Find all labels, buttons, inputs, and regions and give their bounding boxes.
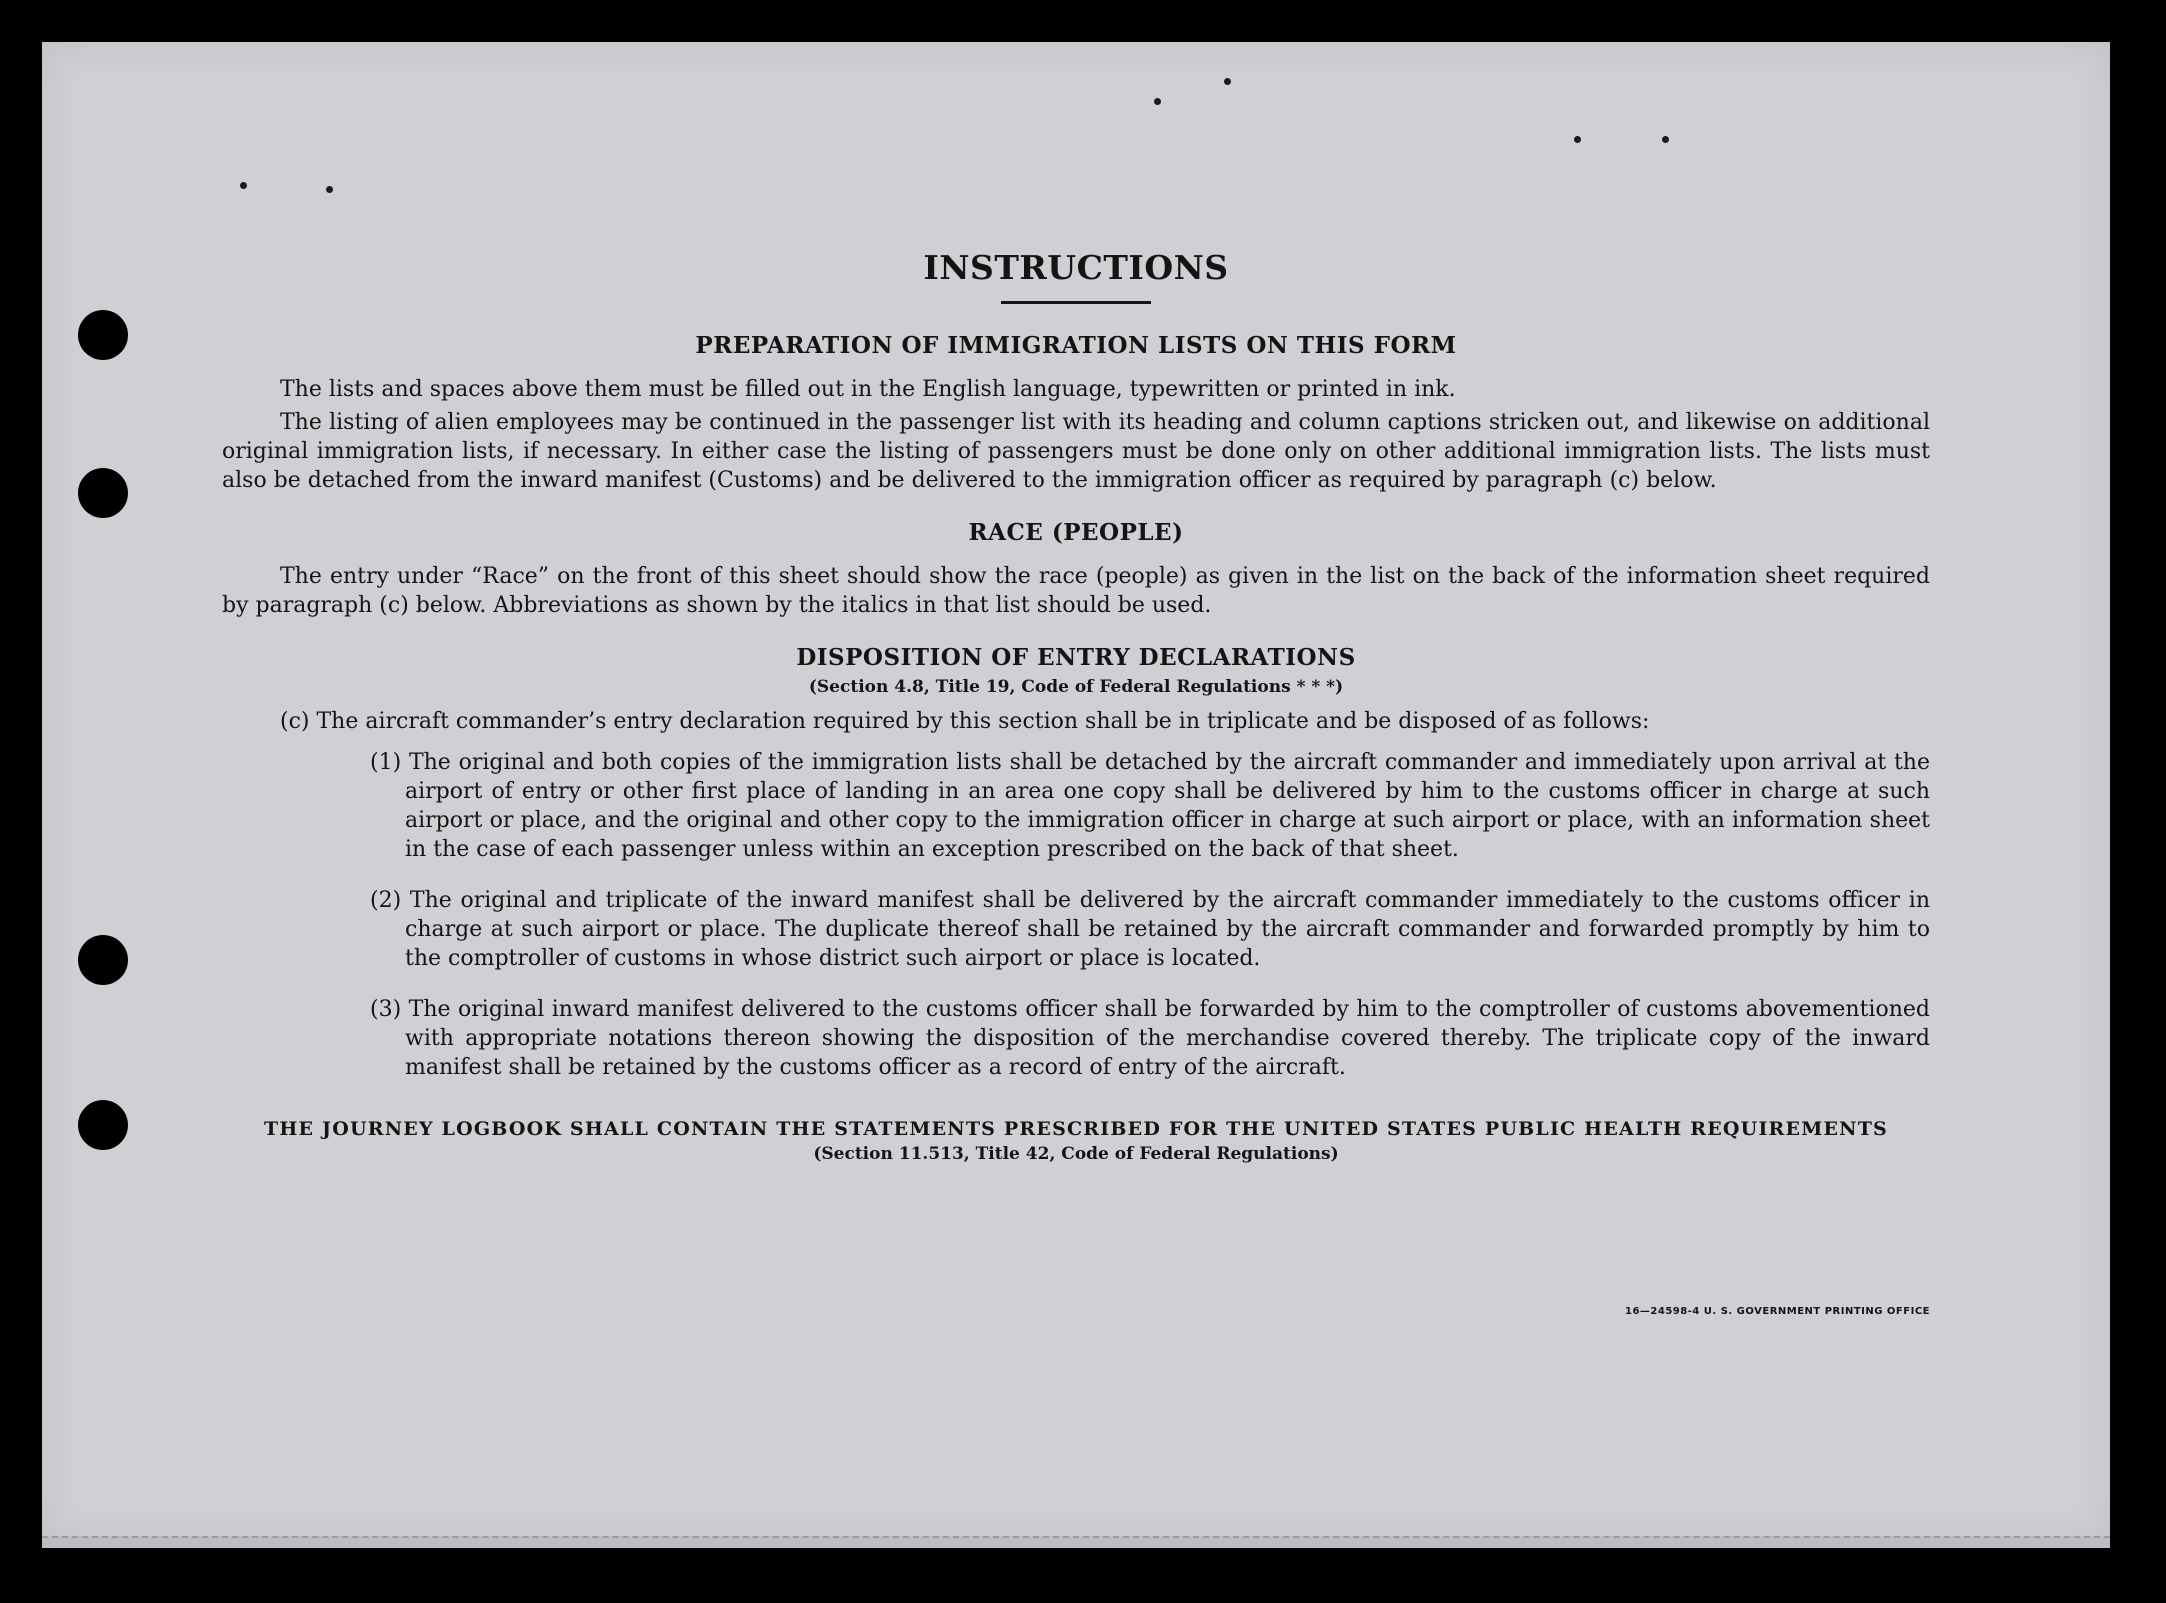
preparation-heading: PREPARATION OF IMMIGRATION LISTS ON THIS FORM — [695, 332, 1457, 359]
item-number: (3) — [370, 997, 402, 1022]
item-text: The original and triplicate of the inward manifest shall be delivered by the aircraft commander immediately to the customs officer in charge at such airport or place. The duplicate thereof shall be retained by the aircraft commander and forwarded promptly by him to the comptroller of customs in whose district such airport or place is located. — [405, 888, 1930, 971]
page-title: INSTRUCTIONS — [923, 248, 1229, 287]
item-text: The original inward manifest delivered to the customs officer shall be forwarded by him to the comptroller of customs abovementioned with appropriate notations thereon showing the disposition of the merchandise covered thereby. The triplicate copy of the inward manifest shall be retained by the customs officer as a record of entry of the aircraft. — [405, 997, 1930, 1080]
instructions-content — [222, 248, 1930, 1317]
punch-hole-1 — [78, 310, 128, 360]
speck-mark — [1154, 98, 1161, 105]
punch-hole-2 — [78, 468, 128, 518]
speck-mark — [240, 182, 247, 189]
punch-hole-4 — [78, 1100, 128, 1150]
logbook-citation: (Section 11.513, Title 42, Code of Federal Regulations) — [813, 1144, 1339, 1164]
title-underline — [1001, 301, 1151, 304]
disposition-item-3 — [222, 995, 1930, 1082]
preparation-paragraph-2: The listing of alien employees may be continued in the passenger list with its heading and column captions stricken out, and likewise on additional original immigration lists, if necessary. In either case the listing of passengers must be done only on other additional immigration lists. The lists must also be detached from the inward manifest (Customs) and be delivered to the immigration officer as required by paragraph (c) below. — [222, 410, 1930, 493]
printing-office-code: 16—24598‑4 U. S. GOVERNMENT PRINTING OFFICE — [1625, 1306, 1930, 1317]
disposition-heading: DISPOSITION OF ENTRY DECLARATIONS — [796, 644, 1356, 671]
speck-mark — [1224, 78, 1231, 85]
item-number: (2) — [370, 888, 402, 913]
preparation-paragraph-1: The lists and spaces above them must be filled out in the English language, typewritten or printed in ink. — [280, 377, 1456, 402]
punch-hole-3 — [78, 935, 128, 985]
race-heading: RACE (PEOPLE) — [968, 519, 1184, 546]
disposition-item-2 — [222, 886, 1930, 973]
speck-mark — [1574, 136, 1581, 143]
disposition-citation: (Section 4.8, Title 19, Code of Federal Regulations * * *) — [808, 677, 1344, 697]
race-paragraph: The entry under “Race” on the front of this sheet should show the race (people) as given in the list on the back of the information sheet required by paragraph (c) below. Abbreviations as shown by the italics in that list should be used. — [222, 564, 1930, 618]
logbook-heading: THE JOURNEY LOGBOOK SHALL CONTAIN THE STATEMENTS PRESCRIBED FOR THE UNITED STATES PUBLIC HEALTH REQUIREMENTS — [264, 1118, 1888, 1140]
torn-edge — [42, 1536, 2110, 1548]
speck-mark — [1662, 136, 1669, 143]
speck-mark — [326, 186, 333, 193]
item-text: The original and both copies of the immigration lists shall be detached by the aircraft commander and immediately upon arrival at the airport of entry or other first place of landing in an area one copy shall be delivered by him to the customs officer in charge at such airport or place, and the original and other copy to the immigration officer in charge at such airport or place, with an information sheet in the case of each passenger unless within an exception prescribed on the back of that sheet. — [405, 750, 1930, 862]
item-number: (1) — [370, 750, 402, 775]
disposition-item-1 — [222, 748, 1930, 864]
disposition-lead: (c) The aircraft commander’s entry declaration required by this section shall be in triplicate and be disposed of as follows: — [280, 709, 1650, 734]
